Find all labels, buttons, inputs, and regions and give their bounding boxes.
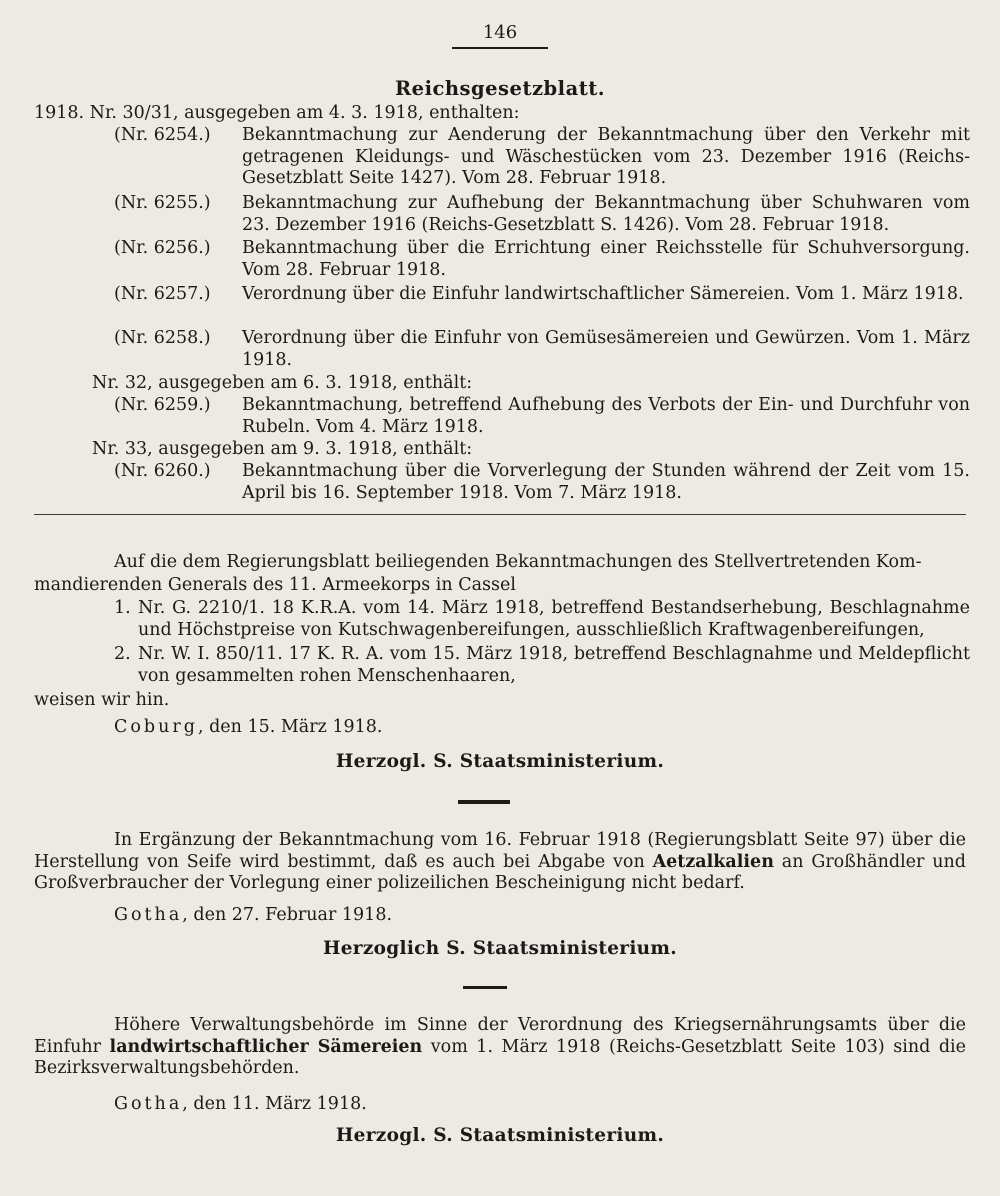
place-name: Gotha: [114, 1094, 183, 1114]
item-text: Nr. G. 2210/1. 18 K.R.A. vom 14. März 1918, betreffend Bestandserhebung, Beschlagnahme und Höchstpreise von Kutschwagenbereifungen, ausschließlich Kraftwagenbereifungen,: [138, 598, 970, 640]
entry-text: Bekanntmachung über die Errichtung einer Reichsstelle für Schuhversorgung. Vom 28. Februar 1918.: [242, 238, 970, 280]
entry-text: Verordnung über die Einfuhr von Gemüsesämereien und Gewürzen. Vom 1. März 1918.: [242, 328, 970, 370]
notice1-closing: weisen wir hin.: [34, 690, 170, 710]
notice-separator: [463, 986, 507, 989]
place-name: Gotha: [114, 905, 183, 925]
entry-number: (Nr. 6258.): [114, 328, 211, 348]
notice-separator: [458, 800, 510, 804]
notice2-text-bold: Aetzalkalien: [652, 851, 774, 872]
item-number: 1.: [114, 598, 131, 618]
entry-number: (Nr. 6259.): [114, 395, 211, 415]
entry-text: Bekanntmachung zur Aenderung der Bekanntmachung über den Verkehr mit getragenen Kleidungs- und Wäschestücken vom 23. Dezember 1916 (Reichs-Gesetzblatt Seite 1427). Vom 28. Februar 1918.: [242, 125, 970, 188]
place-name: Coburg: [114, 717, 198, 737]
notice2-paragraph: [34, 830, 966, 895]
notice1-intro-line2: mandierenden Generals des 11. Armeekorps in Cassel: [34, 575, 516, 595]
entry-number: (Nr. 6257.): [114, 284, 211, 304]
page-number: 146: [482, 22, 518, 43]
entry-number: (Nr. 6254.): [114, 125, 211, 145]
notice1-intro-line1: Auf die dem Regierungsblatt beiliegenden Bekanntmachungen des Stellvertretenden Kom-: [114, 552, 922, 572]
group-header: Nr. 33, ausgegeben am 9. 3. 1918, enthält:: [92, 439, 473, 459]
notice3-dateline: [114, 1094, 367, 1116]
notice3-text-before: Höhere Verwaltungsbehörde im Sinne der Verordnung des Kriegsernährungsamts über die Einfuhr: [34, 1015, 966, 1057]
entry-text: Verordnung über die Einfuhr landwirtschaftlicher Sämereien. Vom 1. März 1918.: [242, 284, 964, 304]
section-divider: [34, 514, 966, 515]
signature: Herzoglich S. Staatsministerium.: [322, 938, 678, 959]
entry-number: (Nr. 6255.): [114, 193, 211, 213]
notice3-text-bold: landwirtschaftlicher Sämereien: [109, 1036, 423, 1057]
date-text: , den 15. März 1918.: [197, 717, 383, 737]
signature: Herzogl. S. Staatsministerium.: [335, 751, 665, 772]
entry-text: Bekanntmachung, betreffend Aufhebung des Verbots der Ein- und Durchfuhr von Rubeln. Vom 4. März 1918.: [242, 395, 970, 437]
notice2-dateline: [114, 905, 392, 927]
entry-text: Bekanntmachung zur Aufhebung der Bekanntmachung über Schuhwaren vom 23. Dezember 1916 (Reichs-Gesetzblatt S. 1426). Vom 28. Februar 1918.: [242, 193, 970, 235]
item-text: Nr. W. I. 850/11. 17 K. R. A. vom 15. März 1918, betreffend Beschlagnahme und Meldepflicht von gesammelten rohen Menschenhaaren,: [138, 644, 970, 686]
date-text: , den 11. März 1918.: [182, 1094, 367, 1114]
notice2-text-after: an Großhändler und Großverbraucher der Vorlegung einer polizeilichen Bescheinigung nicht bedarf.: [34, 851, 966, 893]
section-heading: Reichsgesetzblatt.: [394, 77, 606, 100]
notice2-text-before: In Ergänzung der Bekanntmachung vom 16. Februar 1918 (Regierungsblatt Seite 97) über die Herstellung von Seife wird bestimmt, daß es auch bei Abgabe von: [34, 830, 966, 872]
entry-number: (Nr. 6260.): [114, 461, 211, 481]
notice3-text-after: vom 1. März 1918 (Reichs-Gesetzblatt Seite 103) sind die Bezirksverwaltungsbehörden.: [34, 1036, 966, 1078]
group-header: Nr. 32, ausgegeben am 6. 3. 1918, enthält:: [92, 373, 473, 393]
entry-number: (Nr. 6256.): [114, 238, 211, 258]
page-number-rule: [452, 47, 548, 49]
signature: Herzogl. S. Staatsministerium.: [335, 1125, 665, 1146]
notice1-dateline: [114, 717, 382, 739]
date-text: , den 27. Februar 1918.: [182, 905, 393, 925]
item-number: 2.: [114, 644, 131, 664]
entry-text: Bekanntmachung über die Vorverlegung der Stunden während der Zeit vom 15. April bis 16. September 1918. Vom 7. März 1918.: [242, 461, 970, 503]
notice3-paragraph: [34, 1015, 966, 1080]
intro-line: 1918. Nr. 30/31, ausgegeben am 4. 3. 1918, enthalten:: [34, 103, 520, 123]
